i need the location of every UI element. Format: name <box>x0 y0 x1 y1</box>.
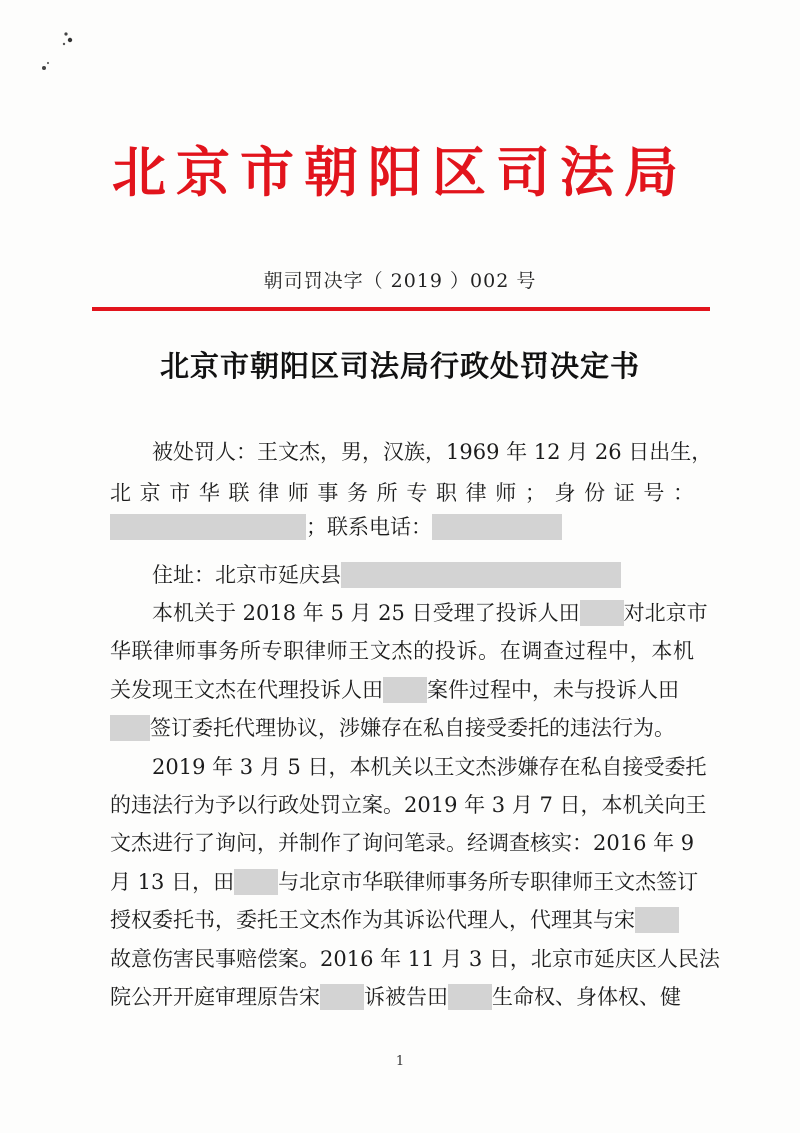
paragraph-line: 被处罚人：王文杰，男，汉族，1969 年 12 月 26 日出生， <box>152 440 713 464</box>
paragraph-line: 授权委托书，委托王文杰作为其诉讼代理人，代理其与宋 <box>110 902 694 938</box>
paragraph-line: 本机关于 2018 年 5 月 25 日受理了投诉人田 对北京市 <box>152 601 708 625</box>
redaction-block <box>110 514 306 540</box>
paragraph-line: 签订委托代理协议，涉嫌存在私自接受委托的违法行为。 <box>110 710 694 746</box>
document-number: 朝司罚决字（ 2019 ）002 号 <box>263 270 537 292</box>
issuing-authority-heading: 北京市朝阳区司法局 <box>112 140 688 204</box>
paragraph-line: 的违法行为予以行政处罚立案。2019 年 3 月 7 日，本机关向王 <box>110 793 707 817</box>
paragraph-line: 月 13 日，田 与北京市华联律师事务所专职律师王文杰签订 <box>110 870 699 894</box>
page-number: 1 <box>395 1054 405 1069</box>
paragraph-line: 故意伤害民事赔偿案。2016 年 11 月 3 日，北京市延庆区人民法 <box>110 947 720 971</box>
document-title: 北京市朝阳区司法局行政处罚决定书 <box>159 349 640 383</box>
redaction-block <box>234 869 278 895</box>
scan-speck-marks <box>40 28 84 78</box>
red-divider-line <box>92 307 710 311</box>
redaction-block <box>635 907 679 933</box>
paragraph-line: 关发现王文杰在代理投诉人田 案件过程中，未与投诉人田 <box>110 678 679 702</box>
redaction-block <box>341 562 621 588</box>
redaction-block <box>432 514 562 540</box>
paragraph-line: 北京市华联律师事务所专职律师；身份证号： <box>110 481 694 505</box>
paragraph-line: ；联系电话： <box>110 509 694 545</box>
redaction-block <box>448 984 492 1010</box>
paragraph-line: 住址：北京市延庆县 <box>152 557 694 593</box>
paragraph-line: 院公开开庭审理原告宋 诉被告田 生命权、身体权、健 <box>110 985 681 1009</box>
redaction-block <box>110 715 150 741</box>
paragraph-line: 2019 年 3 月 5 日，本机关以王文杰涉嫌存在私自接受委托 <box>152 755 707 779</box>
paragraph-line: 文杰进行了询问，并制作了询问笔录。经调查核实：2016 年 9 <box>110 831 695 855</box>
redaction-block <box>383 677 427 703</box>
redaction-block <box>580 600 624 626</box>
paragraph-line: 华联律师事务所专职律师王文杰的投诉。在调查过程中，本机 <box>110 639 694 663</box>
redaction-block <box>320 984 364 1010</box>
